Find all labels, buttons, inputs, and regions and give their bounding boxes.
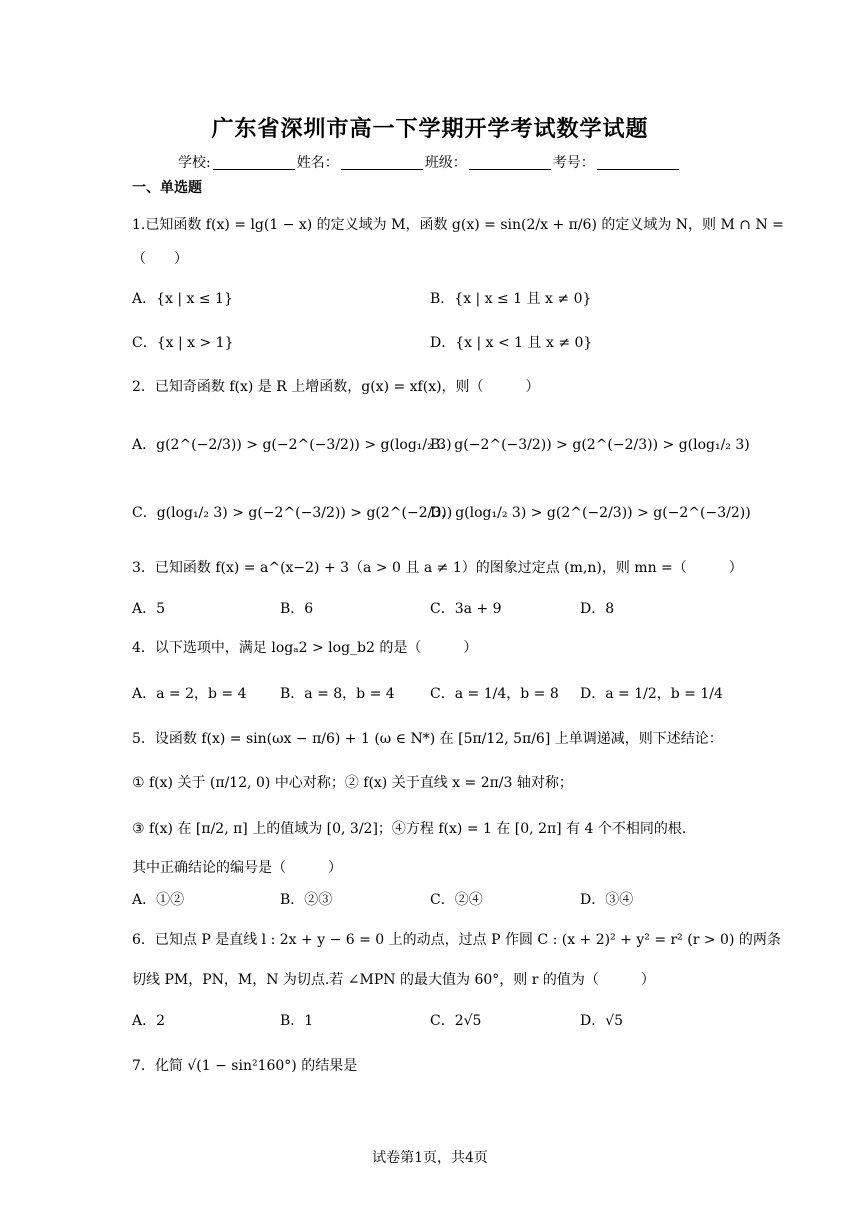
page-footer: 试卷第1页，共4页 bbox=[372, 1150, 488, 1166]
question-2-option-c: C．g(log₁/₂ 3) > g(−2^(−3/2)) > g(2^(−2/3)) bbox=[132, 505, 453, 521]
question-5-option-b: B．②③ bbox=[280, 892, 333, 908]
question-3-stem: 3．已知函数 f(x) = a^(x−2) + 3（a > 0 且 a ≠ 1）的图象过定点 (m,n)，则 mn =（ ） bbox=[132, 560, 743, 576]
question-5-option-c: C．②④ bbox=[430, 892, 483, 908]
question-1-stem: 1.已知函数 f(x) = lg(1 − x) 的定义域为 M，函数 g(x) = sin(2/x + π/6) 的定义域为 N，则 M ∩ N = bbox=[132, 217, 784, 233]
question-7-stem: 7．化简 √(1 − sin²160°) 的结果是 bbox=[132, 1058, 358, 1074]
question-1-option-a: A．{x | x ≤ 1} bbox=[132, 291, 233, 307]
question-6-line-2: 切线 PM，PN，M，N 为切点.若 ∠MPN 的最大值为 60°，则 r 的值为（ ） bbox=[132, 972, 655, 988]
question-2-option-a: A．g(2^(−2/3)) > g(−2^(−3/2)) > g(log₁/₂ 3) bbox=[132, 437, 452, 453]
question-6-stem: 6．已知点 P 是直线 l : 2x + y − 6 = 0 上的动点，过点 P 作圆 C : (x + 2)² + y² = r² (r > 0) 的两条 bbox=[132, 932, 781, 948]
name-blank bbox=[341, 155, 423, 170]
question-6-option-b: B．1 bbox=[280, 1013, 314, 1029]
question-4-option-a: A．a = 2，b = 4 bbox=[132, 686, 247, 702]
class-blank bbox=[469, 155, 551, 170]
question-1-option-b: B．{x | x ≤ 1 且 x ≠ 0} bbox=[430, 291, 592, 307]
question-5-line-1: ① f(x) 关于 (π/12, 0) 中心对称；② f(x) 关于直线 x = 2π/3 轴对称； bbox=[132, 775, 573, 791]
id-label: 考号： bbox=[552, 155, 595, 171]
question-4-stem: 4．以下选项中，满足 logₐ2 > log_b2 的是（ ） bbox=[132, 640, 478, 656]
question-6-option-c: C．2√5 bbox=[430, 1013, 482, 1029]
question-6-option-a: A．2 bbox=[132, 1013, 166, 1029]
question-2-option-d: D．g(log₁/₂ 3) > g(2^(−2/3)) > g(−2^(−3/2)) bbox=[430, 505, 751, 521]
question-1-option-c: C．{x | x > 1} bbox=[132, 335, 234, 351]
question-4-option-c: C．a = 1/4，b = 8 bbox=[430, 686, 559, 702]
question-3-option-d: D．8 bbox=[580, 601, 615, 617]
question-6-option-d: D．√5 bbox=[580, 1013, 624, 1029]
question-3-option-a: A．5 bbox=[132, 601, 166, 617]
school-label: 学校: bbox=[178, 155, 211, 171]
school-blank bbox=[213, 155, 295, 170]
student-info-line bbox=[178, 152, 681, 172]
question-5-option-d: D．③④ bbox=[580, 892, 634, 908]
question-2-stem: 2．已知奇函数 f(x) 是 R 上增函数，g(x) = xf(x)，则（ ） bbox=[132, 379, 540, 395]
question-5-line-3: 其中正确结论的编号是（ ） bbox=[132, 860, 342, 876]
question-5-option-a: A．①② bbox=[132, 892, 185, 908]
question-4-option-b: B．a = 8，b = 4 bbox=[280, 686, 395, 702]
question-5-line-2: ③ f(x) 在 [π/2, π] 上的值域为 [0, 3/2]；④方程 f(x) = 1 在 [0, 2π] 有 4 个不相同的根. bbox=[132, 821, 687, 837]
question-4-option-d: D．a = 1/2，b = 1/4 bbox=[580, 686, 723, 702]
section-heading: 一、单选题 bbox=[132, 180, 202, 196]
question-3-option-c: C．3a + 9 bbox=[430, 601, 502, 617]
question-1-paren: （ ） bbox=[132, 251, 188, 267]
question-3-option-b: B．6 bbox=[280, 601, 314, 617]
name-label: 姓名： bbox=[296, 155, 339, 171]
id-blank bbox=[597, 155, 679, 170]
question-5-stem: 5．设函数 f(x) = sin(ωx − π/6) + 1 (ω ∈ N*) 在 [5π/12, 5π/6] 上单调递减，则下述结论： bbox=[132, 731, 723, 747]
question-1-option-d: D．{x | x < 1 且 x ≠ 0} bbox=[430, 335, 593, 351]
question-2-option-b: B．g(−2^(−3/2)) > g(2^(−2/3)) > g(log₁/₂ 3) bbox=[430, 437, 750, 453]
class-label: 班级： bbox=[424, 155, 467, 171]
page-title: 广东省深圳市高一下学期开学考试数学试题 bbox=[211, 116, 649, 142]
